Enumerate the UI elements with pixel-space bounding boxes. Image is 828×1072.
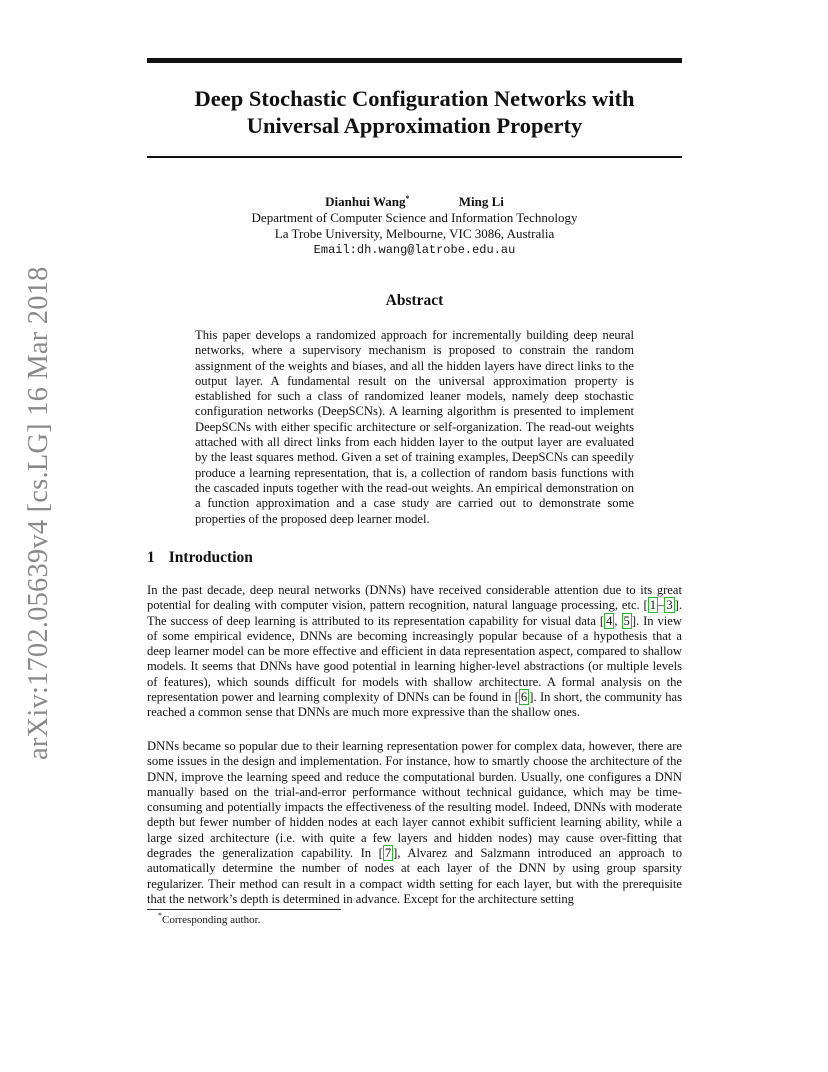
text-run: DNNs became so popular due to their learning representation power for complex data, however, there are some issues in the design and implementation. For instance, how to smartly choose the architecture of the DNN, improve the learning speed and reduce the computational burden. Usually, one configures a DNN manually based on the trial-and-error performance without technical guidance, which may be time-consuming and potentially impacts the effectiveness of the resulting model. Indeed, DNNs with moderate depth but fewer number of hidden nodes at each layer cannot exhibit sufficient learning ability, while a large sized architecture (i.e. with quite a few layers and hidden nodes) may cause over-fitting that degrades the generalization capability. In (147, 739, 682, 861)
author-names (147, 194, 682, 210)
text-run: . In short, the community has reached a common sense that DNNs are much more expressive than the shallow ones. (147, 690, 682, 720)
title-line-2: Universal Approximation Property (246, 113, 583, 138)
abstract-heading: Abstract (385, 292, 444, 309)
citation-link[interactable]: 5 (623, 613, 630, 628)
text-run: In the past decade, deep neural networks (DNNs) have received considerable attention due to its great potential for dealing with computer vision, pattern recognition, natural language processing, etc. (147, 583, 682, 613)
intro-paragraph-1: In the past decade, deep neural networks (DNNs) have received considerable attention due to its great potential for dealing with computer vision, pattern recognition, natural language processing, etc. [ 1 – 3 ]. The success of deep learning is attributed to its representation capability for visual data [ 4 , 5 ]. In view of some empirical evidence, DNNs are becoming increasingly popular because of a hypothesis that a deep learner model can be more effective and efficient in data representation aspect, compared to shallow models. It seems that DNNs have good potential in learning higher-level abstractions (or multiple levels of features), which sounds difficult for models with shallow architecture. A formal analysis on the representation power and learning complexity of DNNs can be found in [ 6 ]. In short, the community has reached a common sense that DNNs are much more expressive than the shallow ones. (147, 583, 682, 720)
arxiv-identifier-stamp: arXiv:1702.05639v4 [cs.LG] 16 Mar 2018 (23, 266, 54, 760)
affiliation-department: Department of Computer Science and Information Technology (251, 210, 578, 225)
citation-link[interactable]: 4 (606, 613, 613, 628)
footnote-text: Corresponding author. (162, 914, 261, 926)
paper-title (147, 85, 682, 139)
citation-range-dash: – (658, 598, 665, 613)
abstract-body: This paper develops a randomized approach for incrementally building deep neural networks, where a supervisory mechanism is proposed to constrain the random assignment of the weights and biases, and all the hidden layers have direct links to the output layer. A fundamental result on the universal approximation property is established for such a class of randomized leaner models, namely deep stochastic configuration networks (DeepSCNs). A learning algorithm is presented to implement DeepSCNs with either specific architecture or self-organization. The read-out weights attached with all direct links from each hidden layer to the output layer are evaluated by the least squares method. Given a set of training examples, DeepSCNs can speedily produce a learning representation, that is, a collection of random basis functions with the cascaded inputs together with the read-out weights. An empirical demonstration on a function approximation and a case study are carried out to demonstrate some properties of the proposed deep learner model. (195, 328, 634, 526)
author-email: dh.wang@latrobe.edu.au (356, 243, 516, 257)
email-label: Email: (313, 243, 357, 257)
author-2-name: Ming Li (458, 194, 504, 209)
affiliation-university: La Trobe University, Melbourne, VIC 3086, Australia (274, 226, 555, 241)
section-heading-introduction (147, 549, 253, 567)
author-email-line (147, 242, 682, 258)
footnote-rule (147, 909, 341, 910)
section-number: 1 (147, 549, 155, 566)
intro-paragraph-2: DNNs became so popular due to their learning representation power for complex data, however, there are some issues in the design and implementation. For instance, how to smartly choose the architecture of the DNN, improve the learning speed and reduce the computational burden. Usually, one configures a DNN manually based on the trial-and-error performance without technical guidance, which may be time-consuming and potentially impacts the effectiveness of the resulting model. Indeed, DNNs with moderate depth but fewer number of hidden nodes at each layer cannot exhibit sufficient learning ability, while a large sized architecture (i.e. with quite a few layers and hidden nodes) may cause over-fitting that degrades the generalization capability. In [ 7 ], Alvarez and Salzmann introduced an approach to automatically determine the number of nodes at each layer of the DNN by using group sparsity regularizer. Their method can result in a compact width setting for each layer, but with the prerequisite that the network’s depth is determined in advance. Except for the architecture setting (147, 739, 682, 906)
footnote (158, 911, 261, 926)
citation-link[interactable]: 6 (520, 690, 528, 705)
text-run: . The success of deep learning is attributed to its representation capability for visual data (147, 598, 682, 628)
author-block (147, 194, 682, 258)
author-1-name: Dianhui Wang (325, 194, 406, 209)
section-title: Introduction (168, 549, 253, 566)
citation-link[interactable]: 1 (649, 598, 657, 613)
footnote-mark: * (158, 911, 162, 920)
citation-link[interactable]: 7 (384, 846, 392, 861)
text-run: , Alvarez and Salzmann introduced an approach to automatically determine the number of nodes at each layer of the DNN by using group sparsity regularizer. Their method can result in a compact width setting for each layer, but with the prerequisite that the network’s depth is determined in advance. Except for the architecture setting (147, 846, 682, 906)
top-rule (147, 58, 682, 63)
title-line-1: Deep Stochastic Configuration Networks with (194, 86, 635, 111)
title-bottom-rule (147, 156, 682, 158)
text-run: . In view of some empirical evidence, DNNs are becoming increasingly popular because of a hypothesis that a deep learner model can be more effective and efficient in data representation aspect, compared to shallow models. It seems that DNNs have good potential in learning higher-level abstractions (or multiple levels of features), which sounds difficult for models with shallow architecture. A formal analysis on the representation power and learning complexity of DNNs can be found in (147, 613, 682, 705)
author-1-footnote-mark: * (405, 194, 410, 203)
citation-link[interactable]: 3 (666, 598, 673, 613)
citation-separator: , (614, 613, 618, 628)
